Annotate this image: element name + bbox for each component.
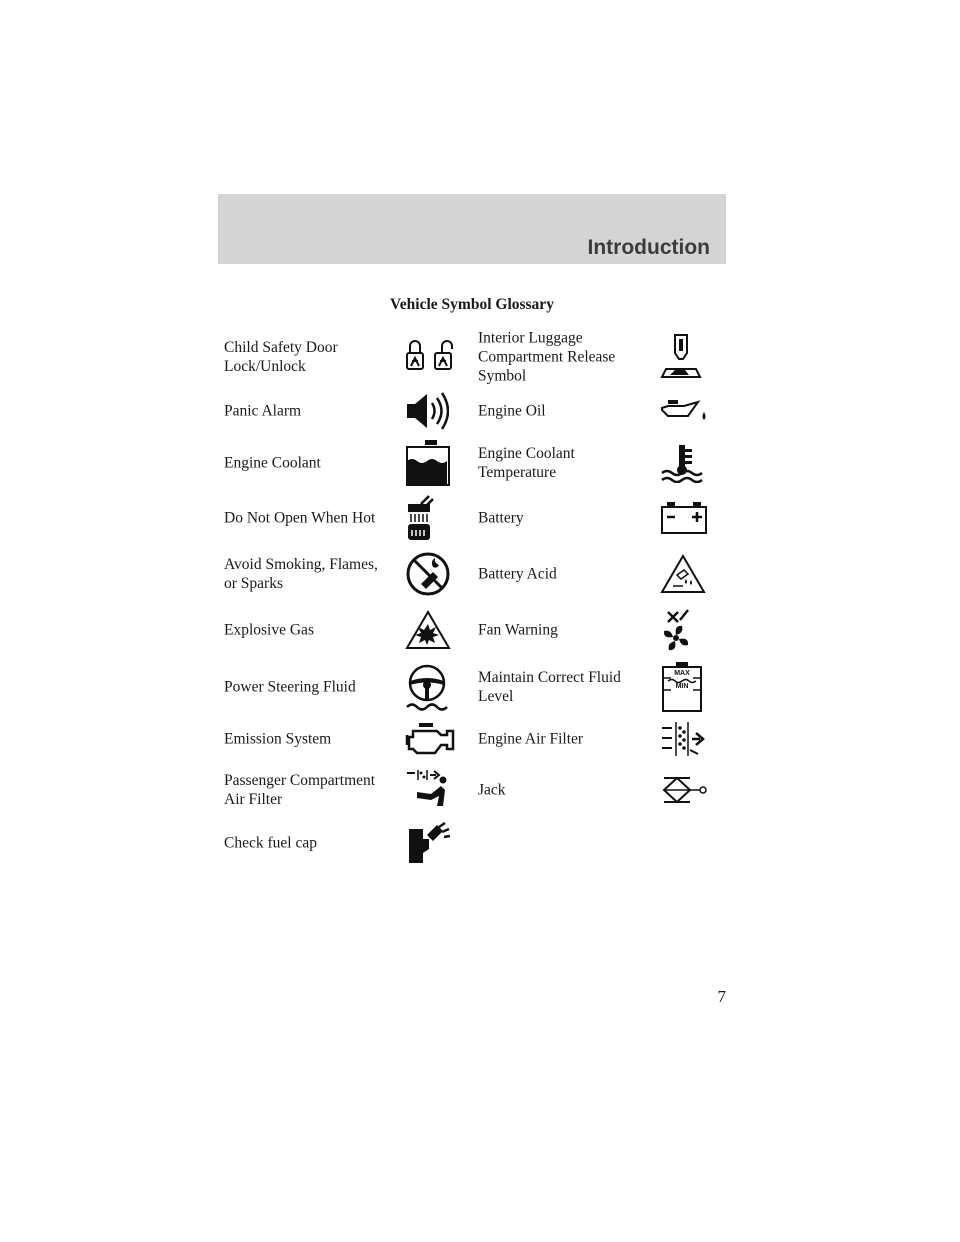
symbol-label: Check fuel cap	[224, 834, 317, 852]
coolant-reservoir-icon	[405, 439, 451, 487]
engine-air-filter-icon	[660, 720, 706, 758]
battery-icon	[660, 501, 708, 535]
symbol-label: Battery Acid	[478, 565, 557, 583]
symbol-label: Jack	[478, 781, 506, 799]
symbol-label: Engine Oil	[478, 402, 546, 420]
symbol-label: Engine Coolant Temperature	[478, 445, 575, 481]
symbol-label: Child Safety Door Lock/Unlock	[224, 339, 338, 375]
symbol-label: Do Not Open When Hot	[224, 509, 376, 527]
section-title: Introduction	[587, 236, 710, 259]
symbol-label: Emission System	[224, 730, 332, 748]
fluid-level-icon	[660, 661, 704, 713]
fluid-level-min-text: MIN	[675, 683, 689, 690]
symbol-label: Engine Air Filter	[478, 730, 584, 748]
trunk-release-icon	[660, 333, 702, 381]
symbol-label: Power Steering Fluid	[224, 678, 356, 696]
do-not-open-hot-icon	[405, 494, 435, 542]
coolant-temperature-icon	[660, 443, 708, 483]
symbol-label: Avoid Smoking, Flames, or Sparks	[224, 556, 378, 592]
symbol-label: Battery	[478, 509, 524, 527]
symbol-label: Explosive Gas	[224, 621, 314, 639]
symbol-label: Engine Coolant	[224, 454, 321, 472]
cabin-air-filter-icon	[405, 768, 451, 812]
fluid-level-max-text: MAX	[674, 670, 690, 677]
symbol-label: Maintain Correct Fluid Level	[478, 669, 621, 705]
child-lock-icon	[405, 339, 457, 375]
power-steering-icon	[405, 663, 449, 711]
section-header	[218, 194, 726, 264]
symbol-label: Panic Alarm	[224, 402, 302, 420]
oil-can-icon	[660, 398, 710, 424]
horn-speaker-icon	[405, 391, 449, 431]
symbol-label: Fan Warning	[478, 621, 558, 639]
battery-acid-icon	[660, 553, 706, 595]
explosive-gas-icon	[405, 609, 451, 651]
symbol-label: Passenger Compartment Air Filter	[224, 772, 376, 808]
symbol-label: Interior Luggage Compartment Release Symbol	[478, 329, 616, 385]
fan-warning-icon	[660, 606, 692, 654]
engine-emission-icon	[405, 721, 455, 757]
glossary-title: Vehicle Symbol Glossary	[390, 296, 554, 313]
no-smoking-icon	[405, 551, 451, 597]
page-number: 7	[717, 987, 726, 1006]
jack-icon	[660, 775, 710, 805]
fuel-cap-icon	[405, 821, 451, 865]
